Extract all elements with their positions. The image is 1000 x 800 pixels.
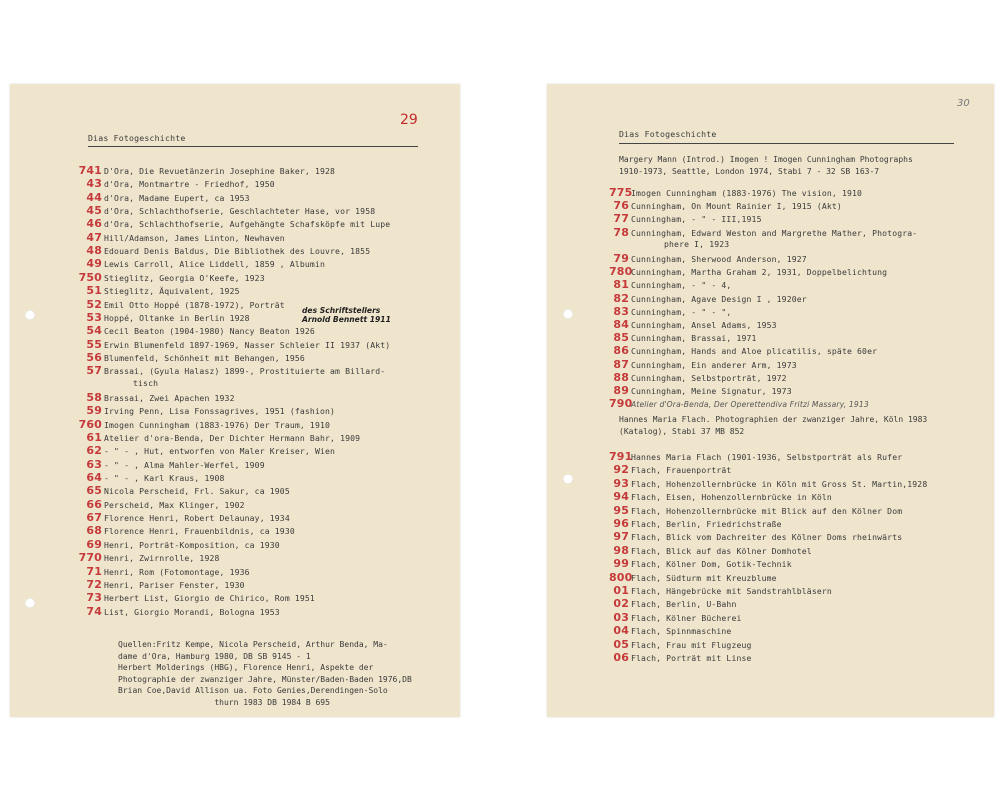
entry-number: 55 <box>86 337 102 351</box>
entry-text: d'Ora, Schlachthofserie, Aufgehängte Schafsköpfe mit Lupe <box>104 219 391 230</box>
entry-text: Perscheid, Max Klinger, 1902 <box>104 499 245 510</box>
entry-text: Flach, Blick auf das Kölner Domhotel <box>631 545 812 556</box>
entry-text: Hannes Maria Flach (1901-1936, Selbstporträt als Rufer <box>631 452 903 462</box>
entry-number: 81 <box>613 278 629 292</box>
entry-text: Imogen Cunningham (1883-1976) The vision, 1910 <box>631 188 863 198</box>
entry-number: 06 <box>613 651 629 664</box>
list-item <box>609 624 731 637</box>
list-item <box>609 344 877 357</box>
entry-text: Imogen Cunningham (1883-1976) Der Traum, 1910 <box>104 419 331 430</box>
entry-number: 741 <box>78 164 102 177</box>
entry-text: Brassai, (Gyula Halasz) 1899-, Prostituierte am Billard- <box>104 366 386 377</box>
list-item <box>609 477 927 490</box>
entry-text: Flach, Porträt mit Linse <box>631 653 752 663</box>
page-number: 30 <box>957 98 970 109</box>
document-page-left <box>10 84 460 717</box>
list-item <box>78 498 245 511</box>
entry-number: 05 <box>613 637 629 651</box>
entry-number: 79 <box>613 252 629 265</box>
entry-text: Flach, Kölner Dom, Gotik-Technik <box>631 559 792 570</box>
entry-text: Irving Penn, Lisa Fonssagrives, 1951 (fashion) <box>104 406 336 417</box>
list-item <box>78 257 325 270</box>
sources-note: Quellen:Fritz Kempe, Nicola Perscheid, Arthur Benda, Ma- dame d'Ora, Hamburg 1980, DB SB 9145 - 1 Herbert Molderings (HBG), Florence Henri, Aspekte der Photographie der zwanziger Jahre, Münster/Baden-Baden 1976,DB Brian Coe,David Allison ua. Foto Genies,Derendingen-Solo thurn 1983 DB 1984 B 695 <box>118 640 412 707</box>
list-item <box>78 391 235 404</box>
entry-text: Flach, Spinnmaschine <box>631 626 732 637</box>
entry-number: 97 <box>613 530 629 544</box>
entry-text: Emil Otto Hoppé (1878-1972), Porträt <box>104 299 285 310</box>
entry-number: 04 <box>613 624 629 638</box>
list-item <box>609 597 736 610</box>
list-item <box>609 305 731 318</box>
list-item <box>609 278 731 291</box>
entry-text: - " - , Karl Kraus, 1908 <box>104 473 225 484</box>
entry-text: Cunningham, Meine Signatur, 1973 <box>631 386 792 396</box>
list-item <box>78 231 285 244</box>
entry-number: 03 <box>613 610 629 624</box>
list-item <box>78 605 280 618</box>
list-item <box>609 397 869 410</box>
list-item <box>78 204 375 217</box>
list-item <box>78 565 250 578</box>
entry-number: 87 <box>613 357 629 371</box>
list-item <box>609 252 807 265</box>
entry-number: 73 <box>86 591 102 605</box>
list-item <box>609 450 902 463</box>
list-item <box>609 318 777 331</box>
list-item <box>78 524 295 537</box>
list-item <box>609 265 887 278</box>
entry-text: Cunningham, On Mount Rainier I, 1915 (Akt) <box>631 201 842 212</box>
entry-number: 52 <box>86 297 102 311</box>
entry-text: Flach, Kölner Bücherei <box>631 612 742 623</box>
entry-text: Hoppé, Oltanke in Berlin 1928 <box>104 312 250 323</box>
entry-number: 93 <box>613 476 629 490</box>
entry-number: 62 <box>86 444 102 458</box>
entry-number: 76 <box>613 199 629 213</box>
entry-text: D'Ora, Die Revuetänzerin Josephine Baker, 1928 <box>104 166 336 176</box>
entry-number: 791 <box>609 450 633 463</box>
entry-text: Florence Henri, Frauenbildnis, ca 1930 <box>104 526 295 537</box>
list-item <box>609 199 842 212</box>
entry-number: 51 <box>86 284 102 298</box>
list-item <box>609 584 832 597</box>
page-header: Dias Fotogeschichte <box>619 129 717 139</box>
entry-number: 775 <box>609 186 633 199</box>
entry-number: 83 <box>613 304 629 318</box>
entry-number: 49 <box>86 257 102 271</box>
header-rule <box>88 146 418 147</box>
entry-number: 53 <box>86 310 102 324</box>
entry-text: Henri, Rom (Fotomontage, 1936 <box>104 566 250 577</box>
entry-number: 74 <box>86 604 102 618</box>
entry-number: 72 <box>86 577 102 591</box>
entry-text: Florence Henri, Robert Delaunay, 1934 <box>104 513 290 524</box>
punch-hole-bottom <box>25 598 35 608</box>
list-item <box>609 490 832 503</box>
list-item <box>609 544 812 557</box>
entry-text: Cecil Beaton (1904-1980) Nancy Beaton 1926 <box>104 326 315 337</box>
list-item <box>78 458 265 471</box>
entry-text: Hill/Adamson, James Linton, Newhaven <box>104 232 285 243</box>
entry-number: 92 <box>613 463 629 477</box>
entry-number: 43 <box>86 177 102 191</box>
entry-number: 67 <box>86 511 102 525</box>
entry-number: 46 <box>86 217 102 231</box>
entry-number: 750 <box>78 270 102 284</box>
entry-text: Flach, Frau mit Flugzeug <box>631 639 752 650</box>
entry-text: Cunningham, Ein anderer Arm, 1973 <box>631 359 797 370</box>
entry-text: Herbert List, Giorgio de Chirico, Rom 1951 <box>104 593 315 604</box>
list-item <box>78 311 250 324</box>
list-item <box>78 418 330 431</box>
entry-text: Cunningham, Martha Graham 2, 1931, Doppelbelichtung <box>631 267 888 278</box>
entry-text: Cunningham, Brassai, 1971 <box>631 333 757 344</box>
punch-hole-bottom <box>563 474 573 484</box>
list-item <box>78 298 285 311</box>
list-item <box>609 651 752 664</box>
list-item <box>609 331 757 344</box>
header-rule <box>619 143 954 144</box>
entry-text: Erwin Blumenfeld 1897-1969, Nasser Schleier II 1937 (Akt) <box>104 339 391 350</box>
entry-number: 84 <box>613 318 629 331</box>
entry-text: Stieglitz, Georgia O'Keefe, 1923 <box>104 272 265 283</box>
list-item <box>78 551 220 564</box>
entry-number: 86 <box>613 344 629 358</box>
entry-text: List, Giorgio Morandi, Bologna 1953 <box>104 606 280 617</box>
list-item <box>78 284 240 297</box>
entry-text: Lewis Carroll, Alice Liddell, 1859 , Albumin <box>104 259 326 270</box>
entry-number: 44 <box>86 190 102 204</box>
list-item <box>78 591 315 604</box>
entry-number: 78 <box>613 225 629 239</box>
list-item <box>78 244 370 257</box>
entry-text: Flach, Hängebrücke mit Sandstrahlbläsern <box>631 586 832 596</box>
page-number: 29 <box>400 112 418 128</box>
document-page-right <box>547 84 994 717</box>
entry-text: - " - , Alma Mahler-Werfel, 1909 <box>104 459 265 470</box>
entry-continuation: phere I, 1923 <box>664 238 730 249</box>
entry-number: 780 <box>609 265 633 279</box>
list-item <box>609 611 742 624</box>
entry-number: 01 <box>613 584 629 597</box>
entry-text: Henri, Porträt-Komposition, ca 1930 <box>104 539 280 550</box>
entry-number: 77 <box>613 212 629 226</box>
entry-text: Brassai, Zwei Apachen 1932 <box>104 392 235 403</box>
entry-text: Cunningham, Sherwood Anderson, 1927 <box>631 254 807 264</box>
entry-text: - " - , Hut, entworfen von Maler Kreiser, Wien <box>104 446 336 457</box>
entry-number: 89 <box>613 384 629 397</box>
entry-number: 99 <box>613 557 629 571</box>
list-item <box>78 444 335 457</box>
list-item <box>78 364 385 377</box>
list-item <box>78 431 360 444</box>
list-item <box>609 371 787 384</box>
list-item <box>609 384 792 397</box>
entry-text: Henri, Pariser Fenster, 1930 <box>104 579 245 590</box>
entry-text: Cunningham, Ansel Adams, 1953 <box>631 320 777 330</box>
entry-text: Flach, Südturm mit Kreuzblume <box>631 572 777 583</box>
entry-number: 57 <box>86 364 102 378</box>
list-item <box>609 358 797 371</box>
list-item <box>78 351 305 364</box>
entry-text: Flach, Berlin, Friedrichstraße <box>631 519 782 529</box>
entry-number: 95 <box>613 503 629 517</box>
entry-number: 59 <box>86 404 102 418</box>
list-item <box>78 511 290 524</box>
list-item <box>78 404 335 417</box>
entry-text: Cunningham, - " - III,1915 <box>631 214 762 225</box>
list-item <box>609 557 792 570</box>
entry-number: 56 <box>86 350 102 364</box>
entry-text: Henri, Zwirnrolle, 1928 <box>104 553 220 564</box>
entry-text: Flach, Hohenzollernbrücke mit Blick auf den Kölner Dom <box>631 505 903 516</box>
entry-number: 88 <box>613 370 629 384</box>
entry-text: Flach, Frauenporträt <box>631 465 732 476</box>
entry-text: d'Ora, Montmartre - Friedhof, 1950 <box>104 179 275 190</box>
entry-number: 96 <box>613 517 629 530</box>
list-item <box>78 484 290 497</box>
entry-number: 65 <box>86 484 102 498</box>
entry-number: 770 <box>78 551 102 565</box>
entry-number: 02 <box>613 597 629 611</box>
entry-text: d'Ora, Schlachthofserie, Geschlachteter Hase, vor 1958 <box>104 206 376 217</box>
list-item <box>609 504 902 517</box>
entry-number: 68 <box>86 524 102 538</box>
entry-number: 69 <box>86 537 102 551</box>
entry-number: 61 <box>86 431 102 444</box>
entry-text: Cunningham, Edward Weston and Margrethe Mather, Photogra- <box>631 227 918 238</box>
entry-number: 98 <box>613 543 629 557</box>
entry-number: 45 <box>86 204 102 218</box>
entry-text: Atelier d'Ora-Benda, Der Operettendiva Fritzi Massary, 1913 <box>631 400 869 410</box>
list-item <box>78 338 390 351</box>
entry-text: Cunningham, Agave Design I , 1920er <box>631 293 807 304</box>
punch-hole-top <box>563 309 573 319</box>
list-item <box>609 530 902 543</box>
entry-number: 82 <box>613 291 629 305</box>
entry-text: Cunningham, Selbstporträt, 1972 <box>631 372 787 383</box>
entry-text: Stieglitz, Äquivalent, 1925 <box>104 286 240 297</box>
entry-number: 94 <box>613 490 629 504</box>
entry-text: Flach, Berlin, U-Bahn <box>631 599 737 610</box>
list-item <box>609 212 762 225</box>
list-item <box>78 191 250 204</box>
intro-reference: Margery Mann (Introd.) Imogen ! Imogen Cunningham Photographs 1910-1973, Seattle, London 1974, Stabi 7 - 32 SB 163-7 <box>619 155 913 176</box>
list-item <box>609 292 807 305</box>
entry-number: 800 <box>609 570 633 584</box>
entry-text: Atelier d'ora-Benda, Der Dichter Hermann Bahr, 1909 <box>104 433 361 443</box>
mid-reference: Hannes Maria Flach. Photographien der zwanziger Jahre, Köln 1983 (Katalog), Stabi 37 MB 852 <box>619 415 928 436</box>
entry-text: Cunningham, Hands and Aloe plicatilis, späte 60er <box>631 346 878 357</box>
entry-number: 790 <box>609 397 633 411</box>
entry-text: Flach, Hohenzollernbrücke in Köln mit Gross St. Martin,1928 <box>631 478 928 489</box>
entry-number: 85 <box>613 331 629 345</box>
entry-text: Flach, Blick vom Dachreiter des Kölner Doms rheinwärts <box>631 532 903 543</box>
list-item <box>609 571 777 584</box>
entry-number: 58 <box>86 390 102 404</box>
entry-text: Flach, Eisen, Hohenzollernbrücke in Köln <box>631 492 832 503</box>
handwritten-note: des Schriftstellers Arnold Bennett 1911 <box>302 306 391 324</box>
entry-text: d'Ora, Madame Eupert, ca 1953 <box>104 192 250 203</box>
entry-text: Edouard Denis Baldus, Die Bibliothek des Louvre, 1855 <box>104 246 371 257</box>
list-item <box>78 538 280 551</box>
page-header: Dias Fotogeschichte <box>88 133 186 143</box>
list-item <box>78 217 390 230</box>
entry-number: 47 <box>86 230 102 244</box>
entry-number: 63 <box>86 457 102 471</box>
entry-continuation: tisch <box>133 377 159 388</box>
entry-number: 66 <box>86 497 102 511</box>
entry-text: Nicola Perscheid, Frl. Sakur, ca 1905 <box>104 486 290 497</box>
list-item <box>78 164 335 177</box>
entry-number: 71 <box>86 564 102 578</box>
list-item <box>78 471 225 484</box>
list-item <box>609 638 752 651</box>
punch-hole-top <box>25 310 35 320</box>
list-item <box>609 463 731 476</box>
list-item <box>609 226 917 239</box>
list-item <box>78 177 275 190</box>
list-item <box>78 271 265 284</box>
entry-text: Blumenfeld, Schönheit mit Behangen, 1956 <box>104 352 305 363</box>
entry-text: Cunningham, - " - 4, <box>631 280 732 291</box>
entry-number: 64 <box>86 471 102 485</box>
list-item <box>78 578 245 591</box>
list-item <box>609 186 862 199</box>
list-item <box>78 324 315 337</box>
list-item <box>609 517 782 530</box>
entry-text: Cunningham, - " - ", <box>631 306 732 317</box>
entry-number: 760 <box>78 417 102 431</box>
entry-number: 54 <box>86 324 102 338</box>
entry-number: 48 <box>86 244 102 258</box>
